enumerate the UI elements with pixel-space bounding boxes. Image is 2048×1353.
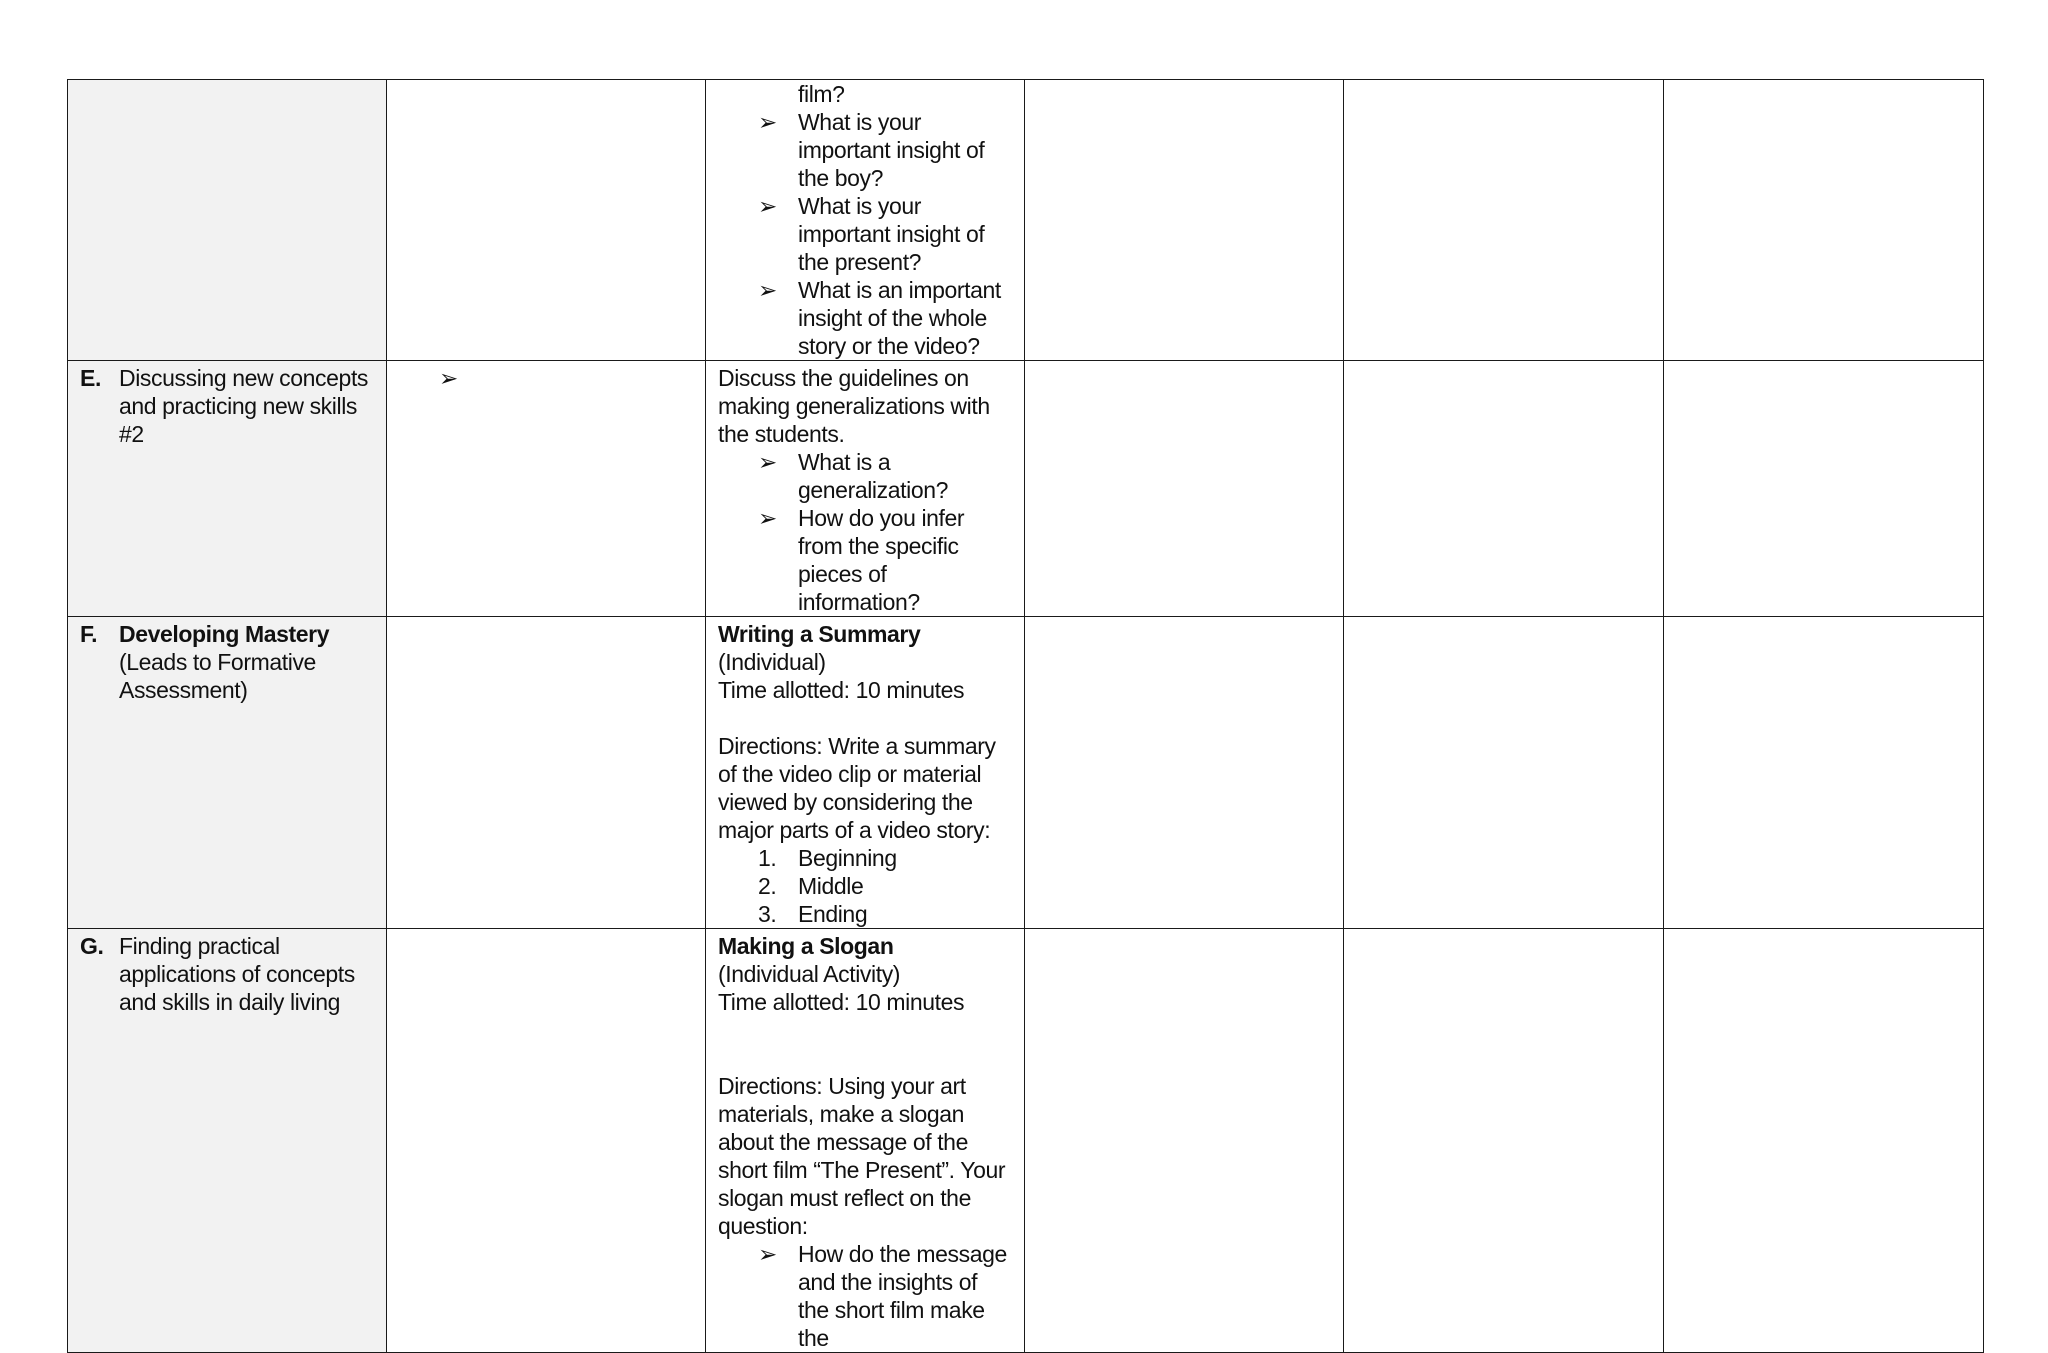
spacer [718,704,1012,732]
spacer [718,1044,1012,1072]
table-row [68,929,1984,1353]
table-cell [387,80,706,361]
list-item [718,192,1012,276]
list-item [718,872,1012,900]
question-text: What is your important insight of the present? [798,193,985,275]
table-cell [1344,361,1664,617]
question-text: How do you infer from the specific pieces of information? [798,505,965,615]
table-row [68,361,1984,617]
time-allotted: Time allotted: 10 minutes [718,989,965,1015]
lesson-plan-table [67,79,1984,1353]
activity-intro: Discuss the guidelines on making generalizations with the students. [718,365,990,447]
procedure-label-cell [68,80,387,361]
question-text: What is an important insight of the whole story or the video? [798,277,1001,359]
activity-cell [706,617,1025,929]
list-item [718,276,1012,360]
procedure-label-cell [68,361,387,617]
activity-directions: Directions: Write a summary of the video clip or material viewed by considering the major parts of a video story: [718,733,996,843]
procedure-label [80,929,374,1016]
table-cell [387,361,706,617]
table-cell [1025,617,1344,929]
list-item [718,448,1012,504]
activity-heading [718,617,1012,676]
list-item [718,80,1012,108]
procedure-label [80,617,374,704]
list-number: 3. [758,901,777,927]
spacer [718,1016,1012,1044]
arrow-bullet-icon: ➢ [758,277,777,303]
procedure-subtitle: (Leads to Formative Assessment) [119,649,316,703]
table-cell [1344,929,1664,1353]
activity-title-suffix: (Individual) [718,649,826,675]
list-number: 1. [758,845,777,871]
list-text: Ending [798,901,868,927]
question-text: What is your important insight of the boy? [798,109,985,191]
activity-subtitle: (Individual Activity) [718,961,901,987]
table-cell [1664,929,1984,1353]
arrow-bullet-icon: ➢ [758,505,777,531]
arrow-bullet-icon: ➢ [758,193,777,219]
time-allotted: Time allotted: 10 minutes [718,677,965,703]
arrow-bullet-icon: ➢ [758,449,777,475]
procedure-title: Finding practical applications of concepts and skills in daily living [119,933,355,1015]
table-cell [1025,929,1344,1353]
table-cell [1025,80,1344,361]
arrow-bullet-icon: ➢ [758,109,777,135]
question-list [718,448,1012,616]
numbered-list [718,844,1012,928]
table-row [68,80,1984,361]
question-text: film? [798,81,845,107]
question-list [718,1240,1012,1352]
activity-directions: Directions: Using your art materials, make a slogan about the message of the short film “The Present”. Your slogan must reflect on the question: [718,1073,1006,1239]
table-cell [387,929,706,1353]
table-cell [387,617,706,929]
question-text: How do the message and the insights of the short film make the [798,1241,1007,1351]
list-item [718,504,1012,616]
question-list [718,80,1012,360]
procedure-letter: E. [80,365,101,391]
arrow-bullet-icon: ➢ [439,365,458,391]
table-row [68,617,1984,929]
procedure-title: Developing Mastery [119,621,330,647]
table-cell [1344,80,1664,361]
list-item [718,844,1012,872]
list-text: Beginning [798,845,897,871]
list-number: 2. [758,873,777,899]
procedure-letter: F. [80,621,98,647]
procedure-label [80,361,374,448]
activity-cell [706,361,1025,617]
procedure-label-cell [68,617,387,929]
list-item [718,108,1012,192]
procedure-label-cell [68,929,387,1353]
table-cell [1664,80,1984,361]
table-cell [1664,617,1984,929]
question-text: What is a generalization? [798,449,949,503]
list-item [718,900,1012,928]
table-cell [1344,617,1664,929]
activity-title: Making a Slogan [718,933,894,959]
procedure-letter: G. [80,933,104,959]
procedure-title-group [119,620,374,704]
activity-cell [706,80,1025,361]
arrow-bullet-icon: ➢ [758,1241,777,1267]
table-cell [1025,361,1344,617]
activity-title: Writing a Summary [718,621,921,647]
activity-cell [706,929,1025,1353]
procedure-title: Discussing new concepts and practicing new skills #2 [119,365,369,447]
list-item [718,1240,1012,1352]
table-cell [1664,361,1984,617]
list-text: Middle [798,873,864,899]
